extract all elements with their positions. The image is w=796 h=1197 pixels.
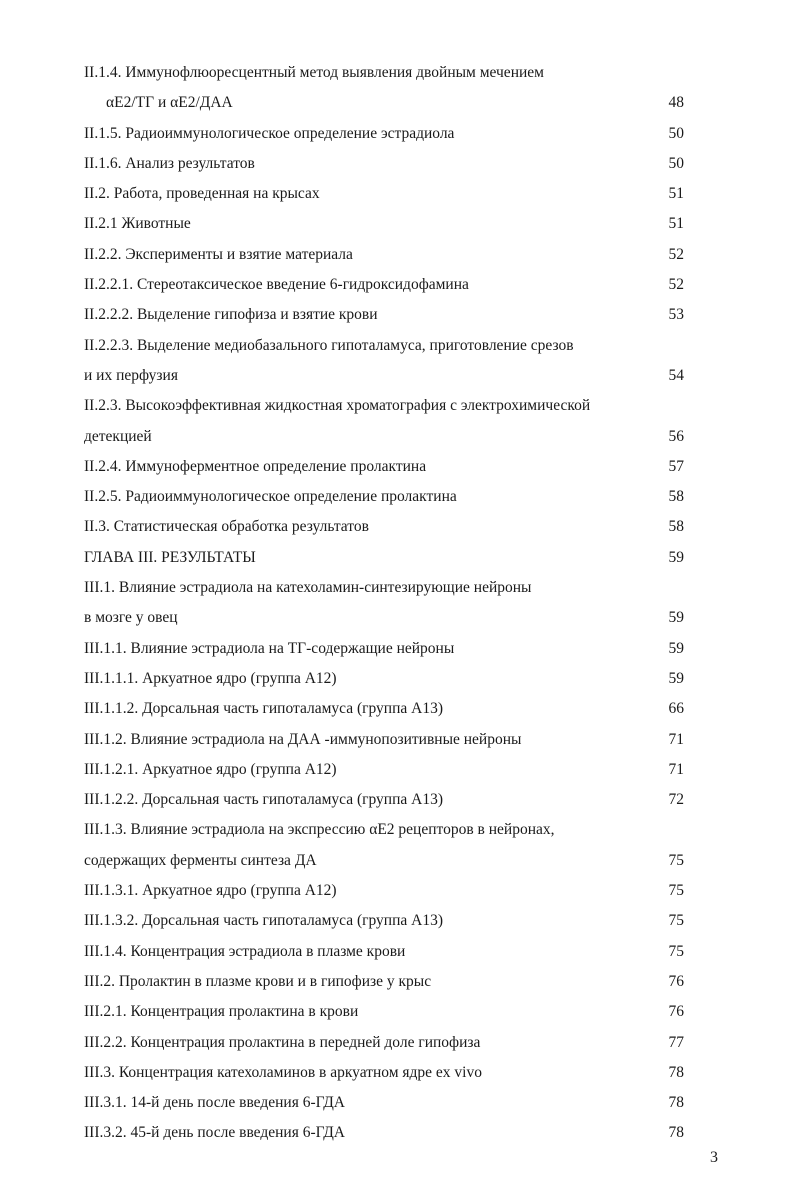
toc-entry-title: II.2.1 Животные [84, 215, 191, 233]
toc-entry [84, 88, 684, 118]
toc-entry [84, 876, 684, 906]
toc-entry-page: 51 [668, 185, 684, 203]
toc-entry [84, 1088, 684, 1118]
toc-entry-title: III.3.2. 45-й день после введения 6-ГДА [84, 1124, 345, 1142]
toc-entry-title: III.1.1.1. Аркуатное ядро (группа А12) [84, 669, 337, 687]
toc-entry-page: 76 [668, 972, 684, 990]
toc-entry-title: III.1.1.2. Дорсальная часть гипоталамуса (группа А13) [84, 700, 444, 718]
toc-entry-title: содержащих ферменты синтеза ДА [84, 851, 317, 869]
toc-entry-title: II.2.4. Иммуноферментное определение пролактина [84, 457, 427, 475]
toc-entry-title: II.2.5. Радиоиммунологическое определение пролактина [84, 488, 457, 506]
toc-entry [84, 694, 684, 724]
toc-entry-page: 59 [668, 609, 684, 627]
toc-entry-page: 75 [668, 851, 684, 869]
toc-entry-page: 52 [668, 276, 684, 294]
toc-entry [84, 331, 684, 361]
toc-entry-page: 52 [668, 245, 684, 263]
toc-entry [84, 1058, 684, 1088]
toc-entry-title: III.1. Влияние эстрадиола на катехоламин-синтезирующие нейроны [84, 579, 532, 597]
toc-entry-page: 57 [668, 457, 684, 475]
toc-entry [84, 725, 684, 755]
toc-entry [84, 755, 684, 785]
toc-entry-title: III.1.3.2. Дорсальная часть гипоталамуса (группа А13) [84, 912, 444, 930]
toc-entry [84, 1118, 684, 1148]
toc-entry [84, 119, 684, 149]
toc-entry [84, 846, 684, 876]
table-of-contents [84, 58, 684, 1149]
toc-entry [84, 543, 684, 573]
toc-entry [84, 815, 684, 845]
toc-entry-title: III.3.1. 14-й день после введения 6-ГДА [84, 1094, 345, 1112]
toc-entry-page: 59 [668, 548, 684, 566]
toc-entry-title: II.2.3. Высокоэффективная жидкостная хроматография с электрохимической [84, 397, 591, 415]
toc-entry [84, 573, 684, 603]
toc-entry-page: 71 [668, 730, 684, 748]
toc-entry [84, 452, 684, 482]
toc-entry [84, 512, 684, 542]
toc-entry [84, 361, 684, 391]
toc-entry-title: III.2.1. Концентрация пролактина в крови [84, 1003, 359, 1021]
toc-entry-page: 48 [668, 94, 684, 112]
toc-entry-title: ГЛАВА III. РЕЗУЛЬТАТЫ [84, 548, 256, 566]
toc-entry-page: 78 [668, 1063, 684, 1081]
toc-entry-page: 51 [668, 215, 684, 233]
toc-entry-title: III.1.2. Влияние эстрадиола на ДАА -иммунопозитивные нейроны [84, 730, 522, 748]
toc-entry [84, 937, 684, 967]
toc-entry-page: 56 [668, 427, 684, 445]
toc-entry-page: 75 [668, 942, 684, 960]
toc-entry-title: II.2.2.1. Стереотаксическое введение 6-гидроксидофамина [84, 276, 469, 294]
toc-entry-page: 50 [668, 154, 684, 172]
toc-entry [84, 422, 684, 452]
toc-entry [84, 967, 684, 997]
toc-entry-page: 50 [668, 124, 684, 142]
toc-entry-page: 76 [668, 1003, 684, 1021]
toc-entry-page: 78 [668, 1124, 684, 1142]
toc-entry [84, 149, 684, 179]
toc-entry [84, 785, 684, 815]
toc-entry-page: 71 [668, 760, 684, 778]
toc-entry-title: II.3. Статистическая обработка результатов [84, 518, 369, 536]
toc-entry-page: 75 [668, 882, 684, 900]
toc-entry-title: III.1.3. Влияние эстрадиола на экспрессию αE2 рецепторов в нейронах, [84, 821, 555, 839]
toc-entry-page: 77 [668, 1033, 684, 1051]
toc-entry-page: 53 [668, 306, 684, 324]
toc-entry-title: III.1.3.1. Аркуатное ядро (группа А12) [84, 882, 337, 900]
toc-entry-page: 54 [668, 366, 684, 384]
toc-entry [84, 270, 684, 300]
toc-entry-title: III.1.2.2. Дорсальная часть гипоталамуса (группа А13) [84, 791, 444, 809]
toc-entry-title: III.1.4. Концентрация эстрадиола в плазме крови [84, 942, 406, 960]
toc-entry-title: III.1.2.1. Аркуатное ядро (группа А12) [84, 760, 337, 778]
toc-entry-title: и их перфузия [84, 366, 178, 384]
toc-entry-title: II.1.5. Радиоиммунологическое определение эстрадиола [84, 124, 455, 142]
toc-entry [84, 1028, 684, 1058]
toc-entry-page: 66 [668, 700, 684, 718]
toc-entry [84, 906, 684, 936]
toc-entry [84, 664, 684, 694]
toc-entry [84, 391, 684, 421]
toc-entry-title: III.3. Концентрация катехоламинов в аркуатном ядре ex vivo [84, 1063, 482, 1081]
toc-entry-title: II.2.2. Эксперименты и взятие материала [84, 245, 353, 263]
toc-entry [84, 58, 684, 88]
toc-entry [84, 300, 684, 330]
toc-entry-title: II.1.4. Иммунофлюоресцентный метод выявления двойным мечением [84, 64, 544, 81]
toc-entry-title: детекцией [84, 427, 152, 445]
toc-entry [84, 634, 684, 664]
toc-entry-title: III.2. Пролактин в плазме крови и в гипофизе у крыс [84, 972, 432, 990]
toc-entry-title: III.1.1. Влияние эстрадиола на ТГ-содержащие нейроны [84, 639, 455, 657]
toc-entry-title: II.2.2.3. Выделение медиобазального гипоталамуса, приготовление срезов [84, 336, 574, 354]
toc-entry [84, 482, 684, 512]
toc-entry [84, 179, 684, 209]
toc-entry-page: 78 [668, 1094, 684, 1112]
toc-entry-page: 75 [668, 912, 684, 930]
toc-entry-title: αE2/ТГ и αE2/ДАА [106, 94, 233, 112]
toc-entry-page: 59 [668, 639, 684, 657]
toc-entry [84, 240, 684, 270]
toc-entry-page: 58 [668, 518, 684, 536]
toc-entry-title: II.1.6. Анализ результатов [84, 154, 255, 172]
toc-entry-page: 72 [668, 791, 684, 809]
toc-entry-title: III.2.2. Концентрация пролактина в передней доле гипофиза [84, 1033, 481, 1051]
toc-entry-title: в мозге у овец [84, 609, 178, 627]
toc-entry-title: II.2. Работа, проведенная на крысах [84, 185, 320, 203]
toc-entry-page: 59 [668, 669, 684, 687]
toc-entry [84, 997, 684, 1027]
toc-entry [84, 209, 684, 239]
toc-entry-page: 58 [668, 488, 684, 506]
toc-entry-title: II.2.2.2. Выделение гипофиза и взятие крови [84, 306, 378, 324]
toc-entry [84, 603, 684, 633]
page-number: 3 [710, 1149, 718, 1166]
